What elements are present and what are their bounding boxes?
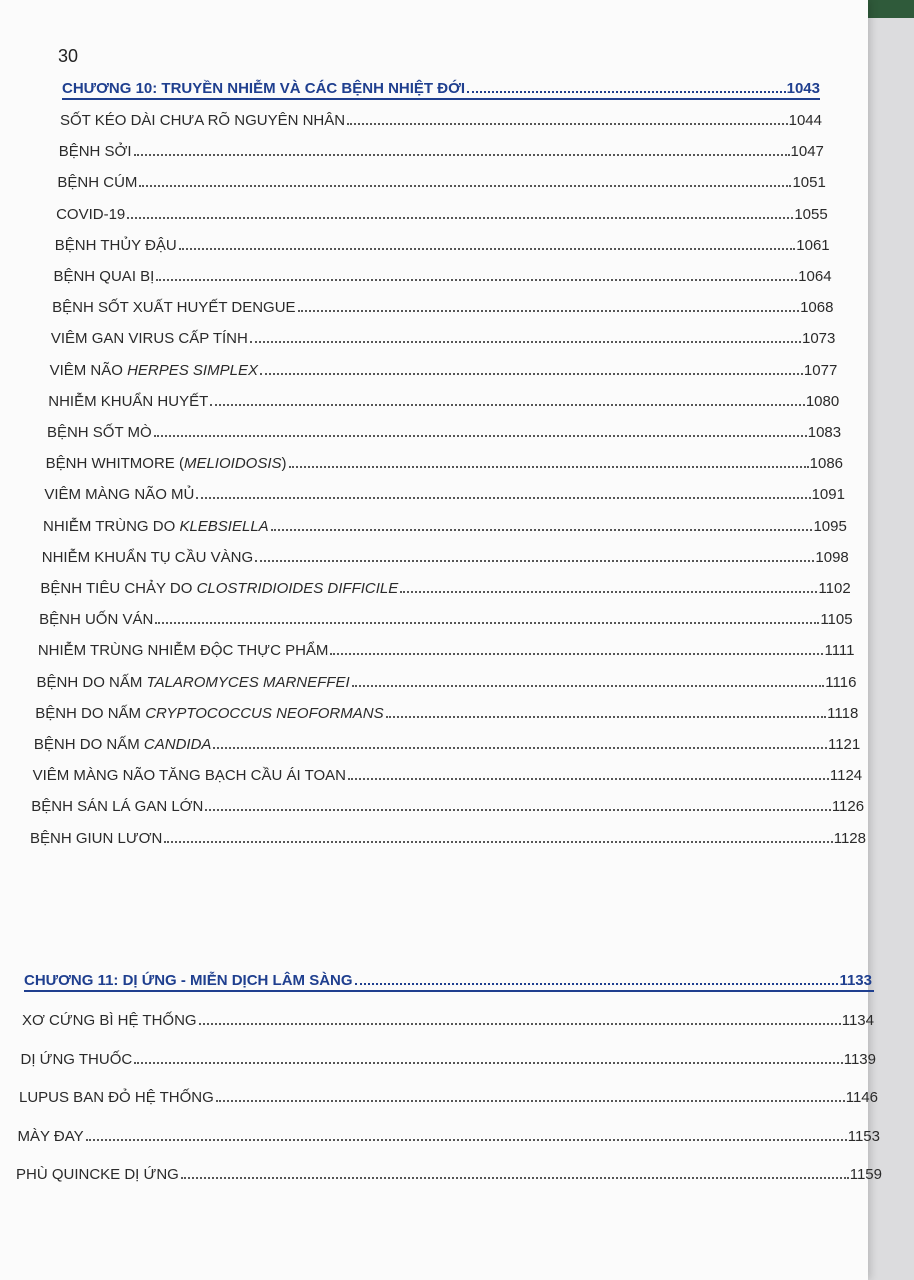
entry-title-italic: KLEBSIELLA	[179, 517, 269, 535]
entry-title	[40, 580, 398, 597]
toc-entry[interactable]	[43, 518, 847, 535]
leader-dots	[199, 1023, 841, 1025]
toc-entry[interactable]	[50, 362, 838, 379]
entry-title	[60, 112, 345, 129]
entry-title-text: BỆNH DO NẤM	[33, 736, 144, 753]
entry-title	[38, 642, 329, 659]
entry-title-text: LUPUS BAN ĐỎ HỆ THỐNG	[19, 1089, 214, 1106]
entry-title-text: VIÊM MÀNG NÃO TĂNG BẠCH CẦU ÁI TOAN	[32, 767, 346, 785]
entry-page-number: 1095	[813, 517, 847, 535]
entry-title-text: BỆNH WHITMORE (	[45, 455, 184, 473]
entry-title-text: SỐT KÉO DÀI CHƯA RÕ NGUYÊN NHÂN	[60, 112, 346, 129]
leader-dots	[134, 1062, 843, 1064]
leader-dots	[348, 778, 829, 780]
leader-dots	[134, 154, 790, 156]
toc-entry[interactable]	[53, 268, 831, 285]
entry-page-number: 1091	[811, 486, 845, 504]
toc-entry[interactable]	[30, 830, 866, 847]
toc-entry[interactable]	[44, 486, 845, 503]
leader-dots	[213, 747, 827, 749]
entry-title-text: BỆNH DO NẤM	[35, 704, 146, 722]
entry-page-number: 1146	[845, 1089, 878, 1106]
leader-dots	[250, 341, 801, 343]
toc-entry[interactable]	[57, 174, 825, 191]
entry-page-number: 1077	[803, 361, 838, 379]
entry-title	[57, 174, 137, 191]
entry-page-number: 1111	[824, 642, 855, 660]
entry-title-text: BỆNH UỐN VÁN	[39, 611, 154, 629]
entry-title	[52, 299, 295, 316]
chapter-page-number: 1043	[786, 80, 820, 97]
leader-dots	[127, 217, 793, 219]
entry-title	[18, 1128, 84, 1145]
toc-entry[interactable]	[37, 674, 857, 691]
entry-title-text: NHIỄM KHUẨN HUYẾT	[48, 392, 209, 410]
entry-page-number: 1098	[815, 548, 849, 566]
entry-page-number: 1105	[820, 611, 853, 629]
entry-title-suffix: )	[281, 455, 287, 473]
entry-title	[43, 518, 269, 535]
entry-page-number: 1073	[802, 330, 836, 348]
entry-page-number: 1102	[818, 580, 851, 597]
entry-title-text: COVID-19	[56, 205, 126, 223]
entry-page-number: 1126	[831, 798, 865, 816]
chapter-page-number: 1133	[839, 972, 872, 989]
entry-title-text: MÀY ĐAY	[17, 1127, 84, 1145]
toc-entry[interactable]	[42, 549, 849, 566]
leader-dots	[154, 435, 807, 437]
leader-dots	[196, 497, 810, 499]
entry-title	[50, 362, 258, 379]
toc-entry[interactable]	[35, 705, 858, 722]
entry-title-text: BỆNH SỐT XUẤT HUYẾT DENGUE	[52, 299, 296, 317]
entry-page-number: 1121	[827, 736, 861, 753]
entry-title-text: BỆNH SỞI	[58, 143, 132, 161]
entry-title	[53, 268, 154, 285]
entry-title	[44, 486, 194, 503]
entry-page-number: 1055	[794, 205, 828, 223]
leader-dots	[355, 983, 839, 985]
toc-entry[interactable]	[16, 1166, 882, 1183]
toc-entry[interactable]	[46, 455, 843, 472]
entry-page-number: 1061	[796, 236, 830, 254]
entry-title-italic: CRYPTOCOCCUS NEOFORMANS	[145, 704, 384, 722]
entry-title-text: VIÊM NÃO	[49, 361, 128, 379]
toc-entry[interactable]	[38, 642, 855, 659]
toc-entry[interactable]	[39, 611, 852, 628]
chapter-title: CHƯƠNG 11: DỊ ỨNG - MIỄN DỊCH LÂM SÀNG	[24, 972, 353, 989]
leader-dots	[386, 716, 827, 718]
toc-entry[interactable]	[31, 798, 864, 815]
entry-page-number: 1051	[792, 174, 826, 192]
toc-entry[interactable]	[56, 206, 828, 223]
leader-dots	[400, 591, 817, 593]
entry-page-number: 1083	[807, 424, 842, 441]
chapter-underline	[24, 990, 874, 992]
entry-page-number: 1086	[809, 455, 844, 473]
entry-title-text: DỊ ỨNG THUỐC	[20, 1050, 133, 1068]
leader-dots	[467, 91, 786, 93]
toc-entry[interactable]	[19, 1089, 878, 1106]
entry-title-italic: MELIOIDOSIS	[183, 455, 282, 473]
entry-title	[42, 549, 253, 566]
entry-page-number: 1118	[827, 704, 859, 722]
toc-entry[interactable]	[47, 424, 841, 441]
toc-entry[interactable]	[22, 1012, 874, 1029]
entry-page-number: 1124	[829, 767, 863, 785]
toc-entry[interactable]	[18, 1128, 881, 1145]
toc-entry[interactable]	[33, 767, 863, 784]
entry-page-number: 1080	[805, 392, 840, 410]
leader-dots	[298, 310, 800, 312]
entry-title-text: NHIỄM TRÙNG NHIỄM ĐỘC THỰC PHẨM	[37, 642, 329, 660]
chapter-underline	[62, 98, 820, 100]
chapter-title: CHƯƠNG 10: TRUYỀN NHIỄM VÀ CÁC BỆNH NHIỆT ĐỚI	[62, 80, 466, 97]
entry-title-italic: HERPES SIMPLEX	[127, 361, 258, 379]
entry-page-number: 1159	[849, 1166, 882, 1183]
leader-dots	[255, 560, 814, 562]
entry-title-text: BỆNH SỐT MÒ	[46, 424, 152, 441]
entry-title	[59, 143, 132, 160]
entry-title-text: BỆNH QUAI BỊ	[53, 268, 155, 285]
leader-dots	[155, 622, 819, 624]
entry-page-number: 1064	[798, 268, 832, 285]
entry-title-text: NHIỄM TRÙNG DO	[43, 517, 180, 535]
toc-entry[interactable]	[40, 580, 850, 597]
entry-page-number: 1116	[825, 673, 857, 691]
entry-title	[35, 705, 383, 722]
entry-title-text: BỆNH GIUN LƯƠN	[30, 829, 163, 847]
entry-page-number: 1128	[833, 829, 866, 847]
toc-entry[interactable]	[21, 1051, 877, 1068]
entry-title	[33, 767, 346, 784]
toc-entry[interactable]	[34, 736, 860, 753]
entry-title	[30, 830, 162, 847]
entry-title	[51, 330, 248, 347]
toc-entry[interactable]	[52, 299, 833, 316]
entry-title-text: VIÊM GAN VIRUS CẤP TÍNH	[50, 330, 248, 348]
chapter-heading[interactable]	[24, 972, 872, 989]
entry-title	[46, 455, 287, 472]
leader-dots	[205, 809, 830, 811]
entry-title	[39, 611, 153, 628]
entry-title-italic: TALAROMYCES MARNEFFEI	[146, 673, 350, 691]
page-number: 30	[58, 46, 79, 66]
entry-page-number: 1068	[800, 299, 834, 317]
entry-title-italic: CANDIDA	[143, 736, 212, 753]
toc-entry[interactable]	[60, 112, 822, 129]
entry-title-text: PHÙ QUINCKE DỊ ỨNG	[16, 1166, 179, 1183]
entry-page-number: 1044	[788, 112, 822, 129]
leader-dots	[289, 466, 809, 468]
entry-title-text: VIÊM MÀNG NÃO MỦ	[44, 486, 195, 504]
leader-dots	[156, 279, 797, 281]
entry-title	[48, 393, 208, 410]
toc-entry[interactable]	[55, 237, 830, 254]
leader-dots	[86, 1139, 847, 1141]
leader-dots	[181, 1177, 849, 1179]
entry-title	[31, 798, 203, 815]
leader-dots	[164, 841, 832, 843]
leader-dots	[330, 653, 823, 655]
toc-entry[interactable]	[51, 330, 836, 347]
chapter-heading[interactable]	[62, 80, 820, 97]
entry-title-text: BỆNH DO NẤM	[36, 673, 147, 691]
entry-title	[56, 206, 125, 223]
entry-title	[19, 1089, 214, 1106]
leader-dots	[216, 1100, 845, 1102]
entry-page-number: 1139	[843, 1050, 876, 1068]
leader-dots	[352, 685, 825, 687]
leader-dots	[139, 185, 791, 187]
leader-dots	[347, 123, 788, 125]
entry-title-text: BỆNH THỦY ĐẬU	[54, 236, 177, 254]
leader-dots	[260, 373, 803, 375]
entry-page-number: 1047	[790, 143, 824, 161]
entry-title	[34, 736, 212, 753]
entry-page-number: 1134	[841, 1012, 874, 1029]
leader-dots	[210, 404, 805, 406]
toc-entry[interactable]	[59, 143, 824, 160]
entry-title-text: BỆNH TIÊU CHẢY DO	[40, 580, 197, 597]
leader-dots	[179, 248, 796, 250]
entry-title-text: BỆNH CÚM	[57, 174, 138, 192]
entry-title	[16, 1166, 179, 1183]
entry-title-text: NHIỄM KHUẨN TỤ CẦU VÀNG	[41, 548, 254, 566]
entry-title-italic: CLOSTRIDIOIDES DIFFICILE	[196, 580, 399, 597]
entry-title-text: XƠ CỨNG BÌ HỆ THỐNG	[22, 1012, 197, 1029]
entry-title	[55, 237, 177, 254]
entry-title	[37, 674, 350, 691]
leader-dots	[271, 529, 813, 531]
entry-page-number: 1153	[847, 1127, 880, 1145]
entry-title	[21, 1051, 133, 1068]
entry-title	[47, 424, 152, 441]
entry-title	[22, 1012, 197, 1029]
toc-entry[interactable]	[48, 393, 839, 410]
entry-title-text: BỆNH SÁN LÁ GAN LỚN	[31, 798, 204, 816]
